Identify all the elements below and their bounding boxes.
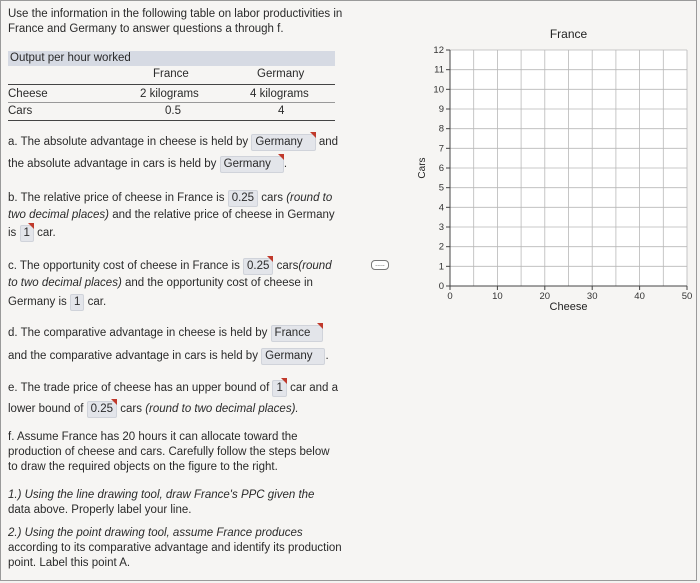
qe-line-1 — [8, 380, 338, 397]
y-tick-label: 0 — [438, 281, 444, 292]
qc-text-1c: (round — [298, 260, 332, 272]
qc-text-2: to two decimal places) — [8, 277, 122, 289]
qb-text-3: is — [8, 227, 17, 239]
qb-line-3 — [8, 225, 56, 242]
x-tick-label: 30 — [586, 291, 598, 302]
x-tick-label: 0 — [447, 291, 453, 302]
step2-line-1 — [8, 526, 303, 541]
y-axis-label: Cars — [417, 157, 428, 179]
qe-text-2b: cars — [120, 403, 142, 415]
y-tick-label: 1 — [438, 261, 444, 273]
pane-splitter-handle[interactable]: ..... — [371, 260, 389, 270]
qf-line-3: to draw the required objects on the figure to the right. — [8, 461, 278, 473]
step1-text-1: 1.) Using the line drawing tool, draw France's PPC given the — [8, 489, 315, 501]
y-tick-label: 8 — [438, 123, 444, 135]
qe-text-1b: car and a — [290, 382, 339, 394]
qb-text-1b: cars — [261, 192, 284, 204]
qe-input-lower[interactable]: 0.25 — [87, 401, 117, 418]
qe-text-2: lower bound of — [8, 403, 84, 415]
qa-text-2b: . — [283, 158, 288, 170]
qd-text-2b: . — [325, 350, 329, 362]
step2-text-1: 2.) Using the point drawing tool, assume France produces — [8, 527, 303, 539]
qa-text-1: a. The absolute advantage in cheese is held by — [8, 136, 249, 148]
qb-input-germany[interactable]: 1 — [20, 225, 34, 242]
qe-input-upper[interactable]: 1 — [272, 380, 286, 397]
y-tick-label: 3 — [438, 222, 444, 233]
x-tick-label: 40 — [634, 291, 645, 302]
qc-text-3b: car. — [87, 296, 107, 308]
y-tick-label: 6 — [438, 163, 444, 174]
ppc-graph-svg[interactable] — [415, 20, 700, 320]
qc-line-1 — [8, 258, 332, 275]
table-caption: Output per hour worked — [10, 52, 131, 64]
qc-line-2 — [8, 276, 313, 291]
qa-line-2 — [8, 156, 287, 173]
qa-dropdown-cheese[interactable]: Germany — [251, 134, 315, 151]
step1-line-1 — [8, 488, 314, 503]
step2-line-3: point. Label this point A. — [8, 557, 131, 569]
qc-text-1: c. The opportunity cost of cheese in France is — [8, 260, 240, 272]
qe-line-2 — [8, 401, 299, 418]
qb-text-3b: car. — [37, 227, 56, 239]
ppc-graph[interactable] — [415, 20, 700, 320]
qb-text-2: two decimal places) — [8, 209, 109, 221]
chart-title: France — [549, 27, 588, 41]
y-tick-label: 5 — [438, 182, 444, 194]
qc-text-1b: cars — [276, 260, 299, 272]
table-row-cheese-germany: 4 kilograms — [250, 88, 309, 100]
qd-text-2: and the comparative advantage in cars is held by — [8, 350, 258, 362]
qd-line-2 — [8, 348, 329, 365]
qc-text-3: Germany is — [8, 296, 67, 308]
table-col-france: France — [153, 68, 189, 80]
qc-input-germany[interactable]: 1 — [70, 294, 84, 311]
qf-line-1: f. Assume France has 20 hours it can allocate toward the — [8, 431, 298, 443]
qc-text-2b: and the opportunity cost of cheese in — [124, 277, 313, 289]
y-tick-label: 9 — [438, 104, 444, 115]
table-row-cars-france: 0.5 — [165, 105, 181, 117]
intro-line-2: France and Germany to answer questions a through f. — [8, 23, 284, 35]
qd-text-1: d. The comparative advantage in cheese is held by — [8, 327, 268, 339]
qb-input-france[interactable]: 0.25 — [228, 190, 258, 207]
y-tick-label: 12 — [433, 45, 444, 56]
qd-dropdown-cheese[interactable]: France — [271, 325, 324, 342]
table-row-rule — [8, 102, 335, 103]
table-bottom-rule — [8, 120, 335, 121]
step1-line-2: data above. Properly label your line. — [8, 504, 192, 516]
qf-line-2: production of cheese and cars. Carefully follow the steps below — [8, 446, 330, 458]
qe-text-1: e. The trade price of cheese has an upper bound of — [8, 382, 270, 394]
qc-input-france[interactable]: 0.25 — [243, 258, 273, 275]
x-axis-label: Cheese — [549, 301, 588, 313]
table-row-cars-germany: 4 — [278, 105, 285, 117]
qb-line-2 — [8, 208, 335, 223]
step2-line-2: according to its comparative advantage and identify its production — [8, 542, 342, 554]
y-tick-label: 2 — [438, 241, 444, 253]
qb-line-1 — [8, 190, 332, 207]
table-row-cheese-france: 2 kilograms — [140, 88, 199, 100]
qc-line-3 — [8, 294, 106, 311]
qe-text-2c: (round to two decimal places). — [145, 403, 299, 415]
y-tick-label: 11 — [434, 64, 444, 76]
qb-text-2b: and the relative price of cheese in Germany — [112, 209, 335, 221]
table-col-germany: Germany — [257, 68, 305, 80]
qb-text-1c: (round to — [286, 192, 333, 204]
table-row-cars-label: Cars — [8, 105, 33, 117]
qd-dropdown-cars[interactable]: Germany — [261, 348, 325, 365]
y-tick-label: 10 — [433, 84, 444, 96]
table-header-rule — [8, 84, 335, 85]
qd-line-1 — [8, 325, 323, 342]
qa-text-2: the absolute advantage in cars is held by — [8, 158, 217, 170]
table-row-cheese-label: Cheese — [8, 88, 48, 100]
qb-text-1: b. The relative price of cheese in France is — [8, 192, 225, 204]
y-tick-label: 7 — [438, 143, 444, 155]
qa-line-1 — [8, 134, 338, 151]
qa-text-1b: and — [318, 136, 339, 148]
qa-dropdown-cars[interactable]: Germany — [220, 156, 284, 173]
intro-line-1: Use the information in the following table on labor productivities in — [8, 8, 343, 20]
x-tick-label: 50 — [681, 291, 693, 302]
x-tick-label: 20 — [539, 291, 551, 302]
y-tick-label: 4 — [438, 202, 444, 214]
x-tick-label: 10 — [492, 291, 503, 302]
